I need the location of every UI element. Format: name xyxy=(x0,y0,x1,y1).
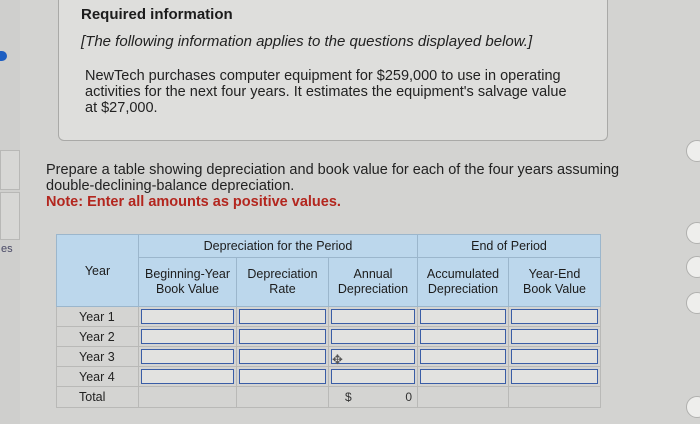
left-panel-label: es xyxy=(1,243,13,255)
right-edge-controls xyxy=(686,0,700,424)
required-info-title: Required information xyxy=(81,6,233,23)
right-control-button[interactable] xyxy=(686,256,700,278)
beginning-book-value-input[interactable] xyxy=(139,367,237,387)
year-end-book-value-input[interactable] xyxy=(509,367,601,387)
row-label: Year 2 xyxy=(57,327,139,347)
left-panel-item[interactable] xyxy=(0,192,20,240)
depreciation-period-header: Depreciation for the Period xyxy=(139,235,418,258)
total-value: 0 xyxy=(405,390,412,404)
year-column-header: Year xyxy=(57,235,139,307)
total-currency: $ xyxy=(345,390,352,404)
right-control-button[interactable] xyxy=(686,140,700,162)
right-control-button[interactable] xyxy=(686,292,700,314)
depreciation-table xyxy=(56,234,601,408)
row-label: Year 4 xyxy=(57,367,139,387)
total-annual-depreciation xyxy=(329,387,418,408)
col-depreciation-rate: Depreciation Rate xyxy=(237,258,329,307)
scenario-text: NewTech purchases computer equipment for $259,000 to use in operating activities for the next four years. It estimates the equipment's salvage value at $27,000. xyxy=(85,68,567,116)
annual-depreciation-input[interactable] xyxy=(329,347,418,367)
accumulated-depreciation-input[interactable] xyxy=(418,307,509,327)
prompt-note: Note: Enter all amounts as positive values. xyxy=(46,194,341,210)
col-beginning-book-value: Beginning-Year Book Value xyxy=(139,258,237,307)
prompt-text: Prepare a table showing depreciation and book value for each of the four years assuming double-declining-balance depreciation. xyxy=(46,162,620,194)
depreciation-rate-input[interactable] xyxy=(237,367,329,387)
table-row xyxy=(57,327,601,347)
beginning-book-value-input[interactable] xyxy=(139,327,237,347)
mouse-cursor-icon: ✥ xyxy=(332,352,343,367)
total-empty-cell xyxy=(139,387,237,408)
row-label: Year 3 xyxy=(57,347,139,367)
left-panel-item[interactable] xyxy=(0,150,20,190)
col-annual-depreciation: Annual Depreciation xyxy=(329,258,418,307)
row-label: Year 1 xyxy=(57,307,139,327)
year-end-book-value-input[interactable] xyxy=(509,307,601,327)
end-of-period-header: End of Period xyxy=(418,235,601,258)
total-row xyxy=(57,387,601,408)
total-label: Total xyxy=(57,387,139,408)
table-row xyxy=(57,367,601,387)
total-empty-cell xyxy=(237,387,329,408)
accumulated-depreciation-input[interactable] xyxy=(418,327,509,347)
total-empty-cell xyxy=(509,387,601,408)
year-end-book-value-input[interactable] xyxy=(509,327,601,347)
depreciation-rate-input[interactable] xyxy=(237,347,329,367)
year-end-book-value-input[interactable] xyxy=(509,347,601,367)
right-control-button[interactable] xyxy=(686,396,700,418)
col-year-end-book-value: Year-End Book Value xyxy=(509,258,601,307)
accumulated-depreciation-input[interactable] xyxy=(418,347,509,367)
accumulated-depreciation-input[interactable] xyxy=(418,367,509,387)
col-accumulated-depreciation: Accumulated Depreciation xyxy=(418,258,509,307)
total-empty-cell xyxy=(418,387,509,408)
right-control-button[interactable] xyxy=(686,222,700,244)
annual-depreciation-input[interactable] xyxy=(329,307,418,327)
beginning-book-value-input[interactable] xyxy=(139,307,237,327)
required-information-panel xyxy=(58,0,608,141)
table-row xyxy=(57,307,601,327)
annual-depreciation-input[interactable] xyxy=(329,327,418,347)
beginning-book-value-input[interactable] xyxy=(139,347,237,367)
question-prompt xyxy=(46,162,636,210)
table-row xyxy=(57,347,601,367)
depreciation-rate-input[interactable] xyxy=(237,307,329,327)
required-info-subtitle: [The following information applies to the questions displayed below.] xyxy=(81,33,533,50)
annual-depreciation-input[interactable] xyxy=(329,367,418,387)
depreciation-rate-input[interactable] xyxy=(237,327,329,347)
